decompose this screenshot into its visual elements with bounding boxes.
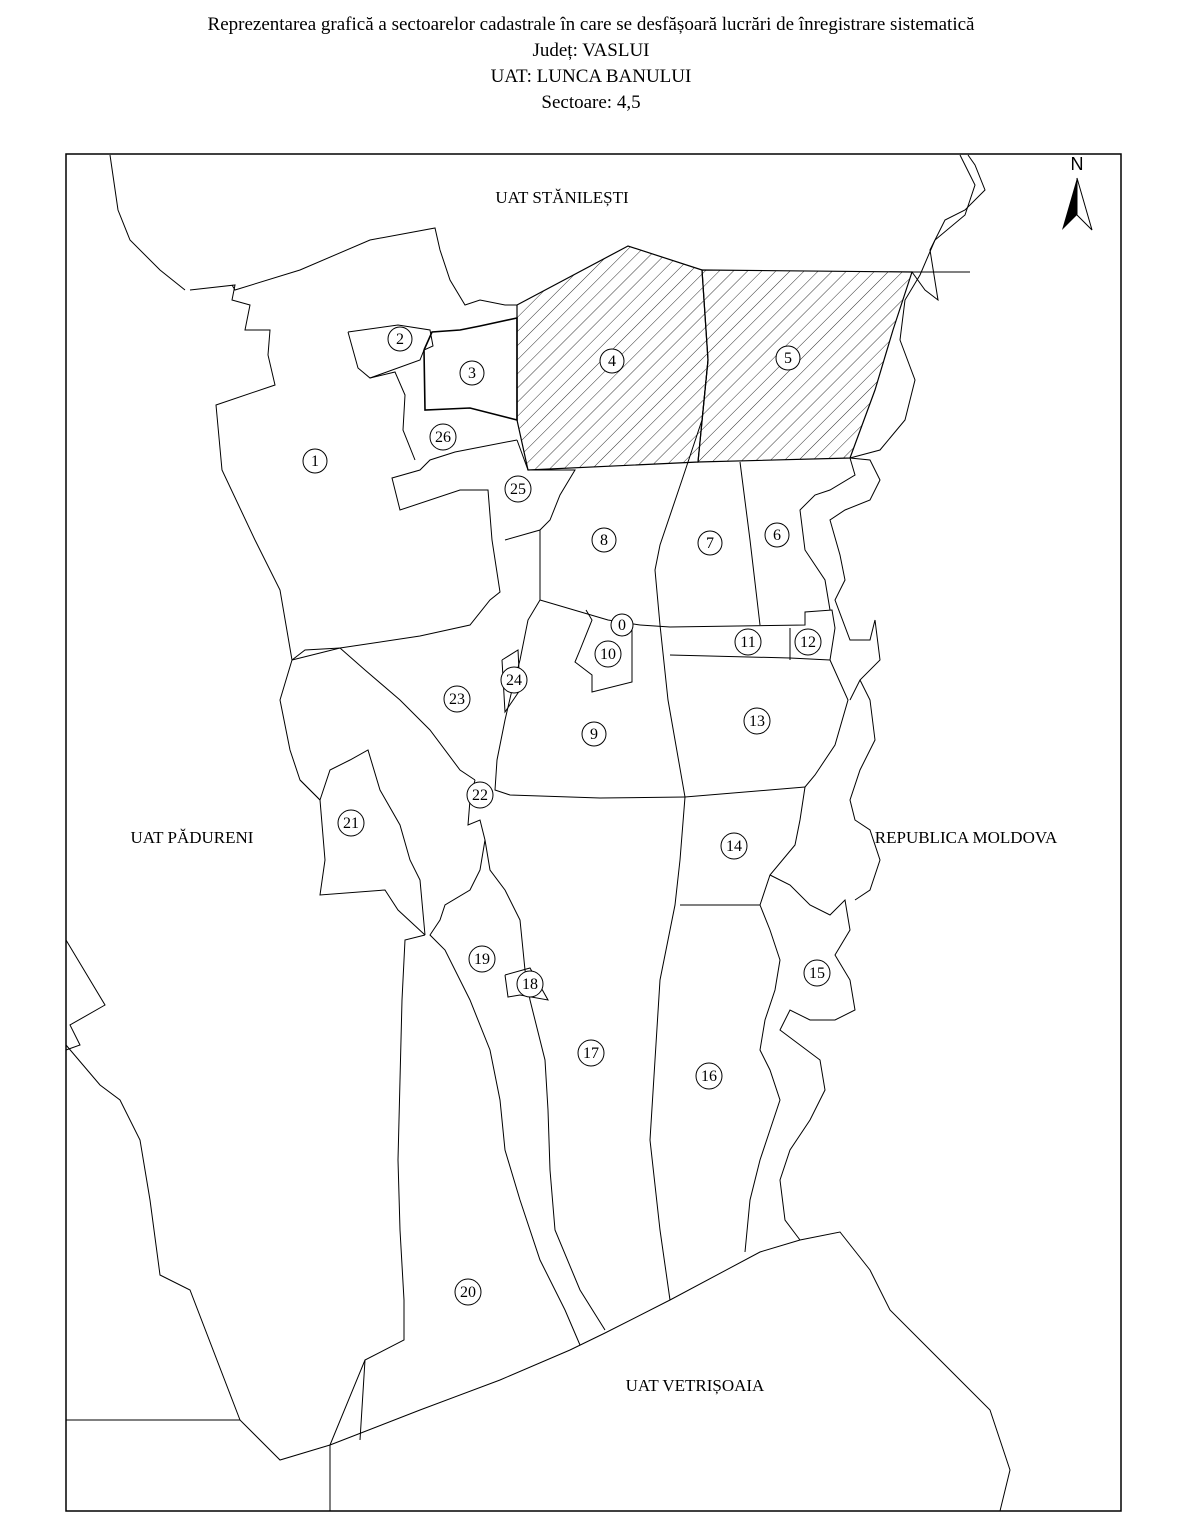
svg-text:21: 21 [343,815,359,832]
sector-marker-16 [696,1063,722,1089]
neighbor-east-label: REPUBLICA MOLDOVA [874,828,1058,847]
svg-text:14: 14 [726,838,742,855]
sectors-label: Sectoare: 4,5 [541,92,641,113]
sector-markers [303,327,830,1305]
sector-marker-14 [721,833,747,859]
svg-text:10: 10 [600,646,616,663]
sector-marker-25 [505,476,531,502]
svg-text:13: 13 [749,713,765,730]
sector-marker-1 [303,449,327,473]
sector-marker-4 [600,349,624,373]
svg-text:19: 19 [474,951,490,968]
svg-text:3: 3 [468,365,476,382]
sector-5-area[interactable] [698,270,912,462]
sector-marker-22 [467,782,493,808]
sector-marker-11 [735,629,761,655]
north-arrow-icon [1062,154,1092,230]
sector-marker-21 [338,810,364,836]
sector-marker-15 [804,960,830,986]
sector-marker-24 [501,667,527,693]
svg-text:2: 2 [396,331,404,348]
sector-marker-5 [776,346,800,370]
neighbor-south-label: UAT VETRIȘOAIA [625,1376,765,1395]
sector-marker-3 [460,361,484,385]
sector-marker-23 [444,686,470,712]
svg-text:5: 5 [784,350,792,367]
svg-text:9: 9 [590,726,598,743]
svg-text:16: 16 [701,1068,717,1085]
svg-text:20: 20 [460,1284,476,1301]
svg-text:18: 18 [522,976,538,993]
svg-text:1: 1 [311,453,319,470]
svg-text:25: 25 [510,481,526,498]
sector-marker-17 [578,1040,604,1066]
svg-text:24: 24 [506,672,522,689]
sector-marker-12 [795,629,821,655]
svg-text:23: 23 [449,691,465,708]
svg-text:8: 8 [600,532,608,549]
sector-marker-10 [595,641,621,667]
sector-marker-9 [582,722,606,746]
svg-text:26: 26 [435,429,451,446]
sector-marker-13 [744,708,770,734]
sector-marker-18 [517,971,543,997]
sector-marker-2 [388,327,412,351]
svg-text:4: 4 [608,353,616,370]
map-title: Reprezentarea grafică a sectoarelor cadastrale în care se desfășoară lucrări de înregistrare sistematică [207,14,975,35]
sector-marker-7 [698,531,722,555]
uat-label: UAT: LUNCA BANULUI [490,66,692,87]
sector-marker-8 [592,528,616,552]
svg-text:6: 6 [773,527,781,544]
svg-text:12: 12 [800,634,816,651]
sector-marker-20 [455,1279,481,1305]
north-label: N [1070,154,1084,174]
svg-text:7: 7 [706,535,714,552]
svg-text:22: 22 [472,787,488,804]
sector-marker-6 [765,523,789,547]
sector-marker-19 [469,946,495,972]
svg-text:17: 17 [583,1045,599,1062]
sector-marker-0 [611,614,633,636]
neighbor-north-label: UAT STĂNILEȘTI [495,188,629,207]
svg-text:15: 15 [809,965,825,982]
sector-marker-26 [430,424,456,450]
svg-text:0: 0 [618,617,626,634]
svg-text:11: 11 [740,634,756,651]
county-label: Județ: VASLUI [532,40,650,61]
neighbor-west-label: UAT PĂDURENI [130,828,254,847]
